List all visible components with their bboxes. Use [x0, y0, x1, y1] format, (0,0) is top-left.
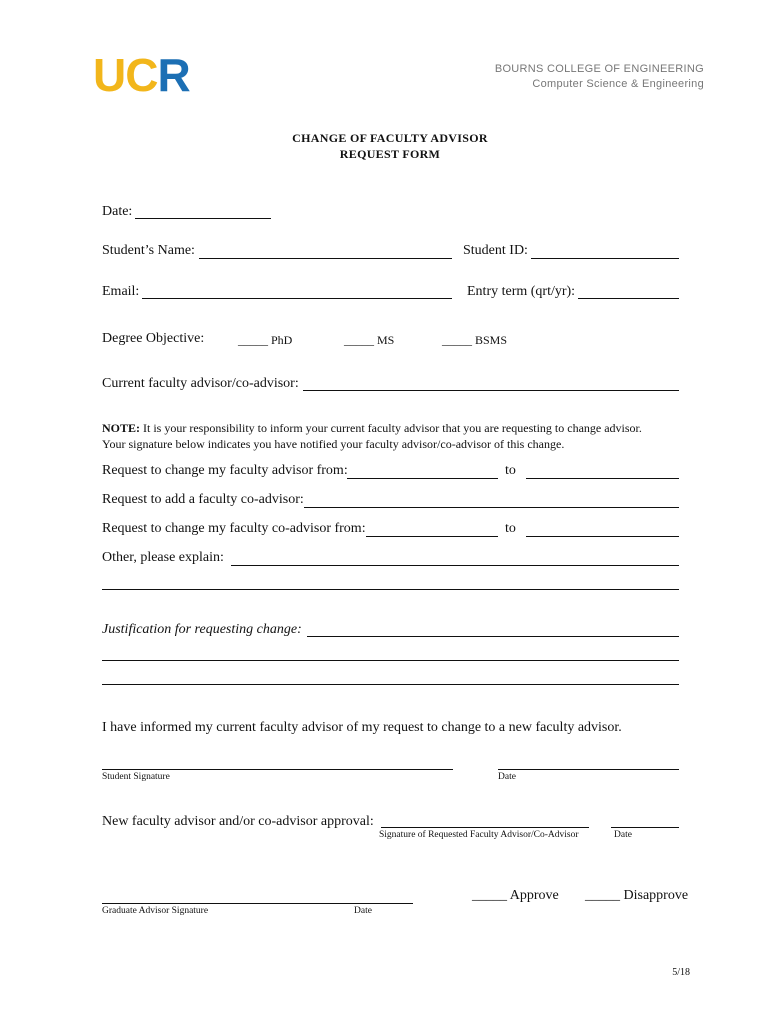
student-signature-label: Student Signature — [102, 772, 170, 782]
disapprove-option[interactable]: _____ Disapprove — [585, 888, 689, 903]
informed-statement: I have informed my current faculty advisor of my request to change to a new faculty advisor. — [102, 720, 622, 735]
email-label: Email: — [102, 284, 140, 299]
form-title: CHANGE OF FACULTY ADVISOR — [292, 131, 488, 145]
new-advisor-approval-label: New faculty advisor and/or co-advisor approval: — [102, 814, 374, 829]
entry-term-label: Entry term (qrt/yr): — [467, 284, 576, 299]
student-id-label: Student ID: — [463, 243, 528, 258]
change-advisor-from-line[interactable] — [347, 478, 498, 479]
requested-advisor-signature-label: Signature of Requested Faculty Advisor/Co-Advisor — [379, 830, 579, 840]
new-advisor-date-line[interactable] — [611, 827, 679, 828]
other-explain-label: Other, please explain: — [102, 550, 224, 565]
date-line[interactable] — [135, 218, 271, 219]
new-advisor-signature-line[interactable] — [381, 827, 589, 828]
note-text-1: It is your responsibility to inform your current faculty advisor that you are requesting to change advisor. — [140, 421, 642, 435]
logo-uc: UC — [93, 49, 158, 101]
form-subtitle: REQUEST FORM — [339, 147, 441, 161]
college-name: BOURNS COLLEGE OF ENGINEERING — [494, 63, 704, 75]
change-coadvisor-label: Request to change my faculty co-advisor from: — [102, 521, 366, 536]
change-advisor-to-line[interactable] — [526, 478, 679, 479]
note-text-2: Your signature below indicates you have notified your faculty advisor/co-advisor of this change. — [102, 437, 565, 451]
graduate-advisor-date-label: Date — [354, 906, 372, 916]
ms-option[interactable]: _____ MS — [344, 333, 395, 347]
to-label-1: to — [505, 463, 516, 478]
phd-option[interactable]: _____ PhD — [238, 333, 293, 347]
student-name-line[interactable] — [199, 258, 452, 259]
student-signature-line[interactable] — [102, 769, 453, 770]
approve-option[interactable]: _____ Approve — [472, 888, 559, 903]
student-date-label: Date — [498, 772, 516, 782]
other-explain-line-2[interactable] — [102, 589, 679, 590]
justification-line-3[interactable] — [102, 684, 679, 685]
change-coadvisor-from-line[interactable] — [366, 536, 498, 537]
change-advisor-label: Request to change my faculty advisor from: — [102, 463, 348, 478]
graduate-advisor-signature-line[interactable] — [102, 903, 413, 904]
note-line-1 — [102, 421, 642, 436]
ucr-logo — [93, 49, 190, 101]
degree-objective-label: Degree Objective: — [102, 331, 205, 346]
justification-label: Justification for requesting change: — [102, 622, 302, 637]
justification-line-1[interactable] — [307, 636, 679, 637]
page-number: 5/18 — [672, 967, 690, 978]
justification-line-2[interactable] — [102, 660, 679, 661]
email-line[interactable] — [142, 298, 452, 299]
current-advisor-line[interactable] — [303, 390, 679, 391]
other-explain-line-1[interactable] — [231, 565, 679, 566]
graduate-advisor-signature-label: Graduate Advisor Signature — [102, 906, 209, 916]
student-date-line[interactable] — [498, 769, 679, 770]
new-advisor-date-label: Date — [614, 830, 632, 840]
add-coadvisor-line[interactable] — [304, 507, 679, 508]
student-name-label: Student’s Name: — [102, 243, 195, 258]
bsms-option[interactable]: _____ BSMS — [442, 333, 508, 347]
department-name: Computer Science & Engineering — [532, 78, 704, 90]
change-coadvisor-to-line[interactable] — [526, 536, 679, 537]
add-coadvisor-label: Request to add a faculty co-advisor: — [102, 492, 304, 507]
logo-r: R — [157, 49, 190, 101]
student-id-line[interactable] — [531, 258, 679, 259]
to-label-2: to — [505, 521, 516, 536]
entry-term-line[interactable] — [578, 298, 679, 299]
date-label: Date: — [102, 204, 133, 219]
note-label: NOTE: — [102, 421, 141, 435]
current-advisor-label: Current faculty advisor/co-advisor: — [102, 376, 299, 391]
